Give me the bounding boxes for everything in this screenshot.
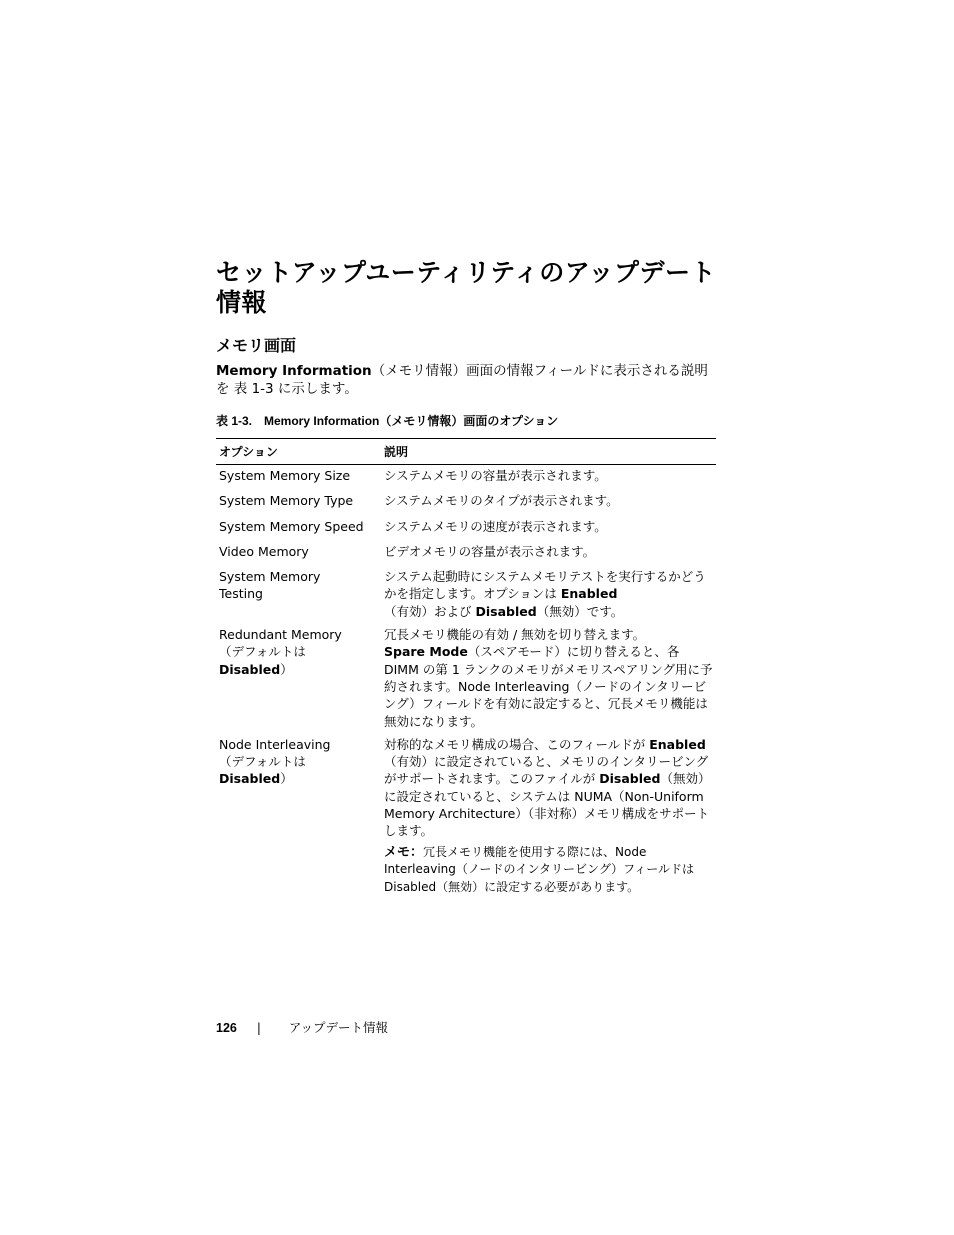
option-cell: System Memory Size (219, 468, 351, 483)
description-cell (381, 568, 716, 620)
option-cell: System Memory Testing (219, 569, 321, 602)
note-text: 冗長メモリ機能を使用する際には、Node Interleaving（ノードのインタリービング）フィールドは Disabled（無効）に設定する必要があります。 (384, 844, 694, 894)
table-row (216, 543, 716, 560)
description-text: （無効）に設定されていると、システムは NUMA（Non-Uniform Memory Architecture）（非対称）メモリ構成をサポートします。 (384, 771, 711, 839)
note (384, 844, 716, 897)
description-text: （有効）および (384, 603, 476, 619)
enabled-term: Enabled (649, 736, 706, 752)
option-default-end: ） (280, 771, 293, 787)
table-header (216, 438, 716, 465)
description-cell (381, 626, 716, 730)
options-table (216, 438, 716, 896)
page-footer (216, 1020, 388, 1036)
option-cell: System Memory Type (219, 493, 354, 509)
page-number: 126 (216, 1021, 237, 1035)
table-row (216, 467, 716, 484)
disabled-term: Disabled (475, 603, 537, 619)
note-label: メモ： (384, 844, 424, 860)
description-cell: システムメモリのタイプが表示されます。 (384, 493, 619, 509)
intro-paragraph (216, 362, 716, 398)
description-cell: システムメモリの容量が表示されます。 (384, 468, 607, 483)
description-text: （スペアモード）に切り替えると、各 DIMM の第 1 ランクのメモリがメモリスペアリング用に予約されます。Node Interleaving（ノードのインタリービング）フィールドを有効に設定すると、冗長メモリ機能は無効になります。 (384, 644, 713, 729)
option-default-value: Disabled (219, 661, 281, 677)
enabled-term: Enabled (560, 586, 618, 602)
table-row (216, 626, 716, 730)
option-name: Redundant Memory (219, 627, 342, 643)
chapter-title: セットアップユーティリティのアップデート情報 (216, 258, 717, 317)
description-text: （無効）です。 (536, 603, 624, 619)
header-description: 説明 (384, 445, 409, 459)
option-cell: Video Memory (219, 543, 309, 559)
option-cell: System Memory Speed (219, 518, 364, 534)
table-row (216, 568, 716, 620)
description-cell (381, 736, 716, 896)
option-default-label: （デフォルトは (219, 644, 306, 660)
option-cell (216, 626, 381, 678)
description-text: （有効）に設定されていると、メモリのインタリービングがサポートされます。このファイルが (384, 754, 709, 787)
option-name: Node Interleaving (219, 736, 331, 752)
option-default-value: Disabled (219, 771, 281, 787)
description-text: 対称的なメモリ構成の場合、このフィールドが (384, 736, 650, 752)
spare-mode-term: Spare Mode (384, 644, 468, 660)
footer-separator: | (256, 1021, 261, 1035)
option-default-end: ） (280, 661, 293, 677)
disabled-term: Disabled (599, 771, 661, 787)
table-row (216, 518, 716, 535)
footer-title: アップデート情報 (288, 1020, 389, 1035)
option-default-label: （デフォルトは (219, 754, 306, 770)
table-row (216, 736, 716, 896)
header-option: オプション (219, 445, 278, 459)
intro-bold-term: Memory Information (216, 363, 372, 379)
intro-text: （メモリ情報）画面の情報フィールドに表示される説明を 表 1-3 に示します。 (216, 363, 708, 397)
table-caption: 表 1-3. Memory Information（メモリ情報）画面のオプション (216, 414, 559, 428)
table-row (216, 492, 716, 509)
section-title: メモリ画面 (216, 336, 297, 355)
description-cell: ビデオメモリの容量が表示されます。 (384, 543, 596, 559)
option-cell (216, 736, 381, 788)
description-cell: システムメモリの速度が表示されます。 (384, 518, 607, 534)
description-text: 冗長メモリ機能の有効 / 無効を切り替えます。 (384, 627, 646, 643)
description-text: システム起動時にシステムメモリテストを実行するかどうかを指定します。オプションは (384, 569, 706, 602)
